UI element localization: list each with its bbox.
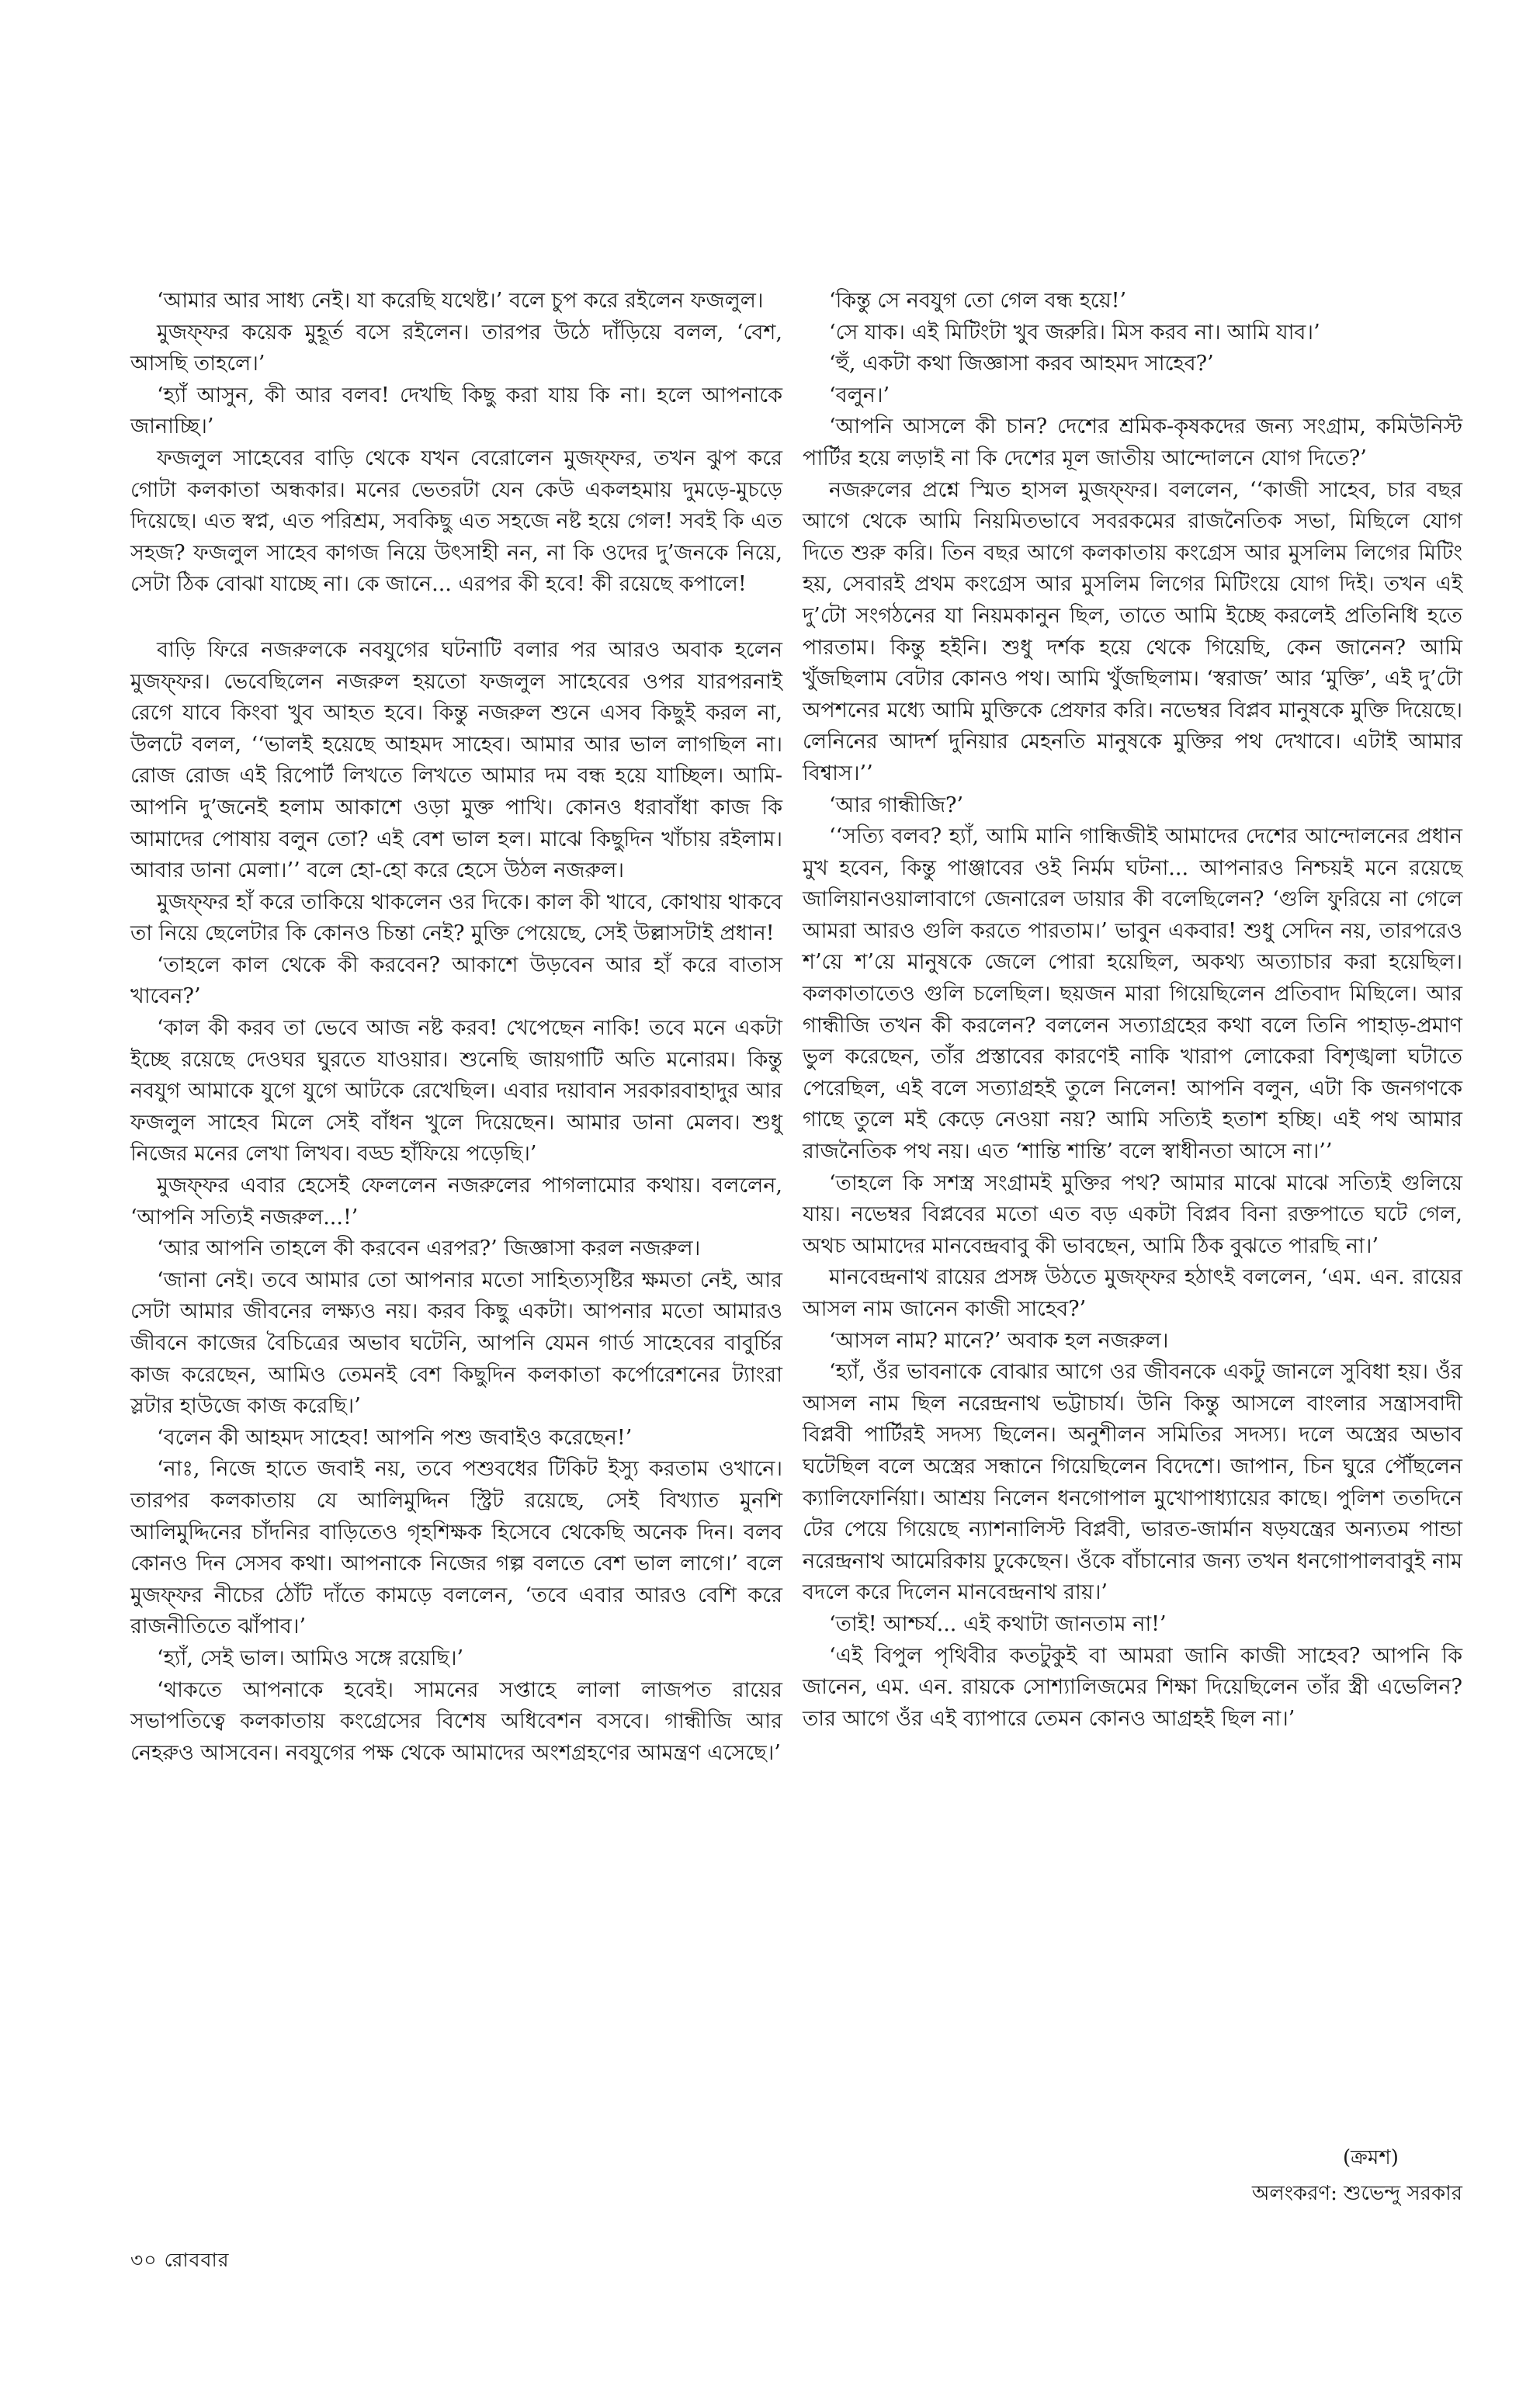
paragraph: ‘আর গান্ধীজি?’ — [829, 792, 964, 817]
paragraph-section-start: বাড়ি ফিরে নজরুলকে নবযুগের ঘটনাটি বলার পর আরও অবাক হলেন মুজফ্ফর। ভেবেছিলেন নজরুল হয়তো ফজলুল সাহেবের ওপর যারপরনাই রেগে যাবে কিংবা খুব আহত হবে। কিন্তু নজরুল শুনে এসব কিছুই করল না, উলটে বলল, ‘‘ভালই হয়েছে আহমদ সাহেব। আমার আর ভাল লাগছিল না। রোজ রোজ এই রিপোর্ট লিখতে লিখতে আমার দম বন্ধ হয়ে যাচ্ছিল। আমি-আপনি দু’জনেই হলাম আকাশে ওড়া মুক্ত পাখি। কোনও ধরাবাঁধা কাজ কি আমাদের পোষায় বলুন তো? এই বেশ ভাল হল। মাঝে কিছুদিন খাঁচায় রইলাম। আবার ডানা মেলা।’’ বলে হো-হো করে হেসে উঠল নজরুল। — [130, 637, 782, 883]
paragraph: ‘নাঃ, নিজে হাতে জবাই নয়, তবে পশুবধের টিকিট ইস্যু করতাম ওখানে। তারপর কলকাতায় যে আলিমুদ্দিন স্ট্রিট রয়েছে, সেই বিখ্যাত মুনশি আলিমুদ্দিনের চাঁদনির বাড়িতেও গৃহশিক্ষক হিসেবে থেকেছি অনেক দিন। বলব কোনও দিন সেসব কথা। আপনাকে নিজের গল্প বলতে বেশ ভাল লাগে।’ বলে মুজফ্ফর নীচের ঠোঁট দাঁতে কামড়ে বললেন, ‘তবে এবার আরও বেশি করে রাজনীতিতে ঝাঁপাব।’ — [130, 1457, 782, 1639]
paragraph: ‘তাহলে কাল থেকে কী করবেন? আকাশে উড়বেন আর হাঁ করে বাতাস খাবেন?’ — [130, 952, 782, 1009]
paragraph: ‘থাকতে আপনাকে হবেই। সামনের সপ্তাহে লালা লাজপত রায়ের সভাপতিত্বে কলকাতায় কংগ্রেসের বিশেষ অধিবেশন বসবে। গান্ধীজি আর নেহরুও আসবেন। নবযুগের পক্ষ থেকে আমাদের অংশগ্রহণের আমন্ত্রণ এসেছে।’ — [130, 1677, 782, 1765]
paragraph: ‘হ্যাঁ, ওঁর ভাবনাকে বোঝার আগে ওর জীবনকে একটু জানলে সুবিধা হয়। ওঁর আসল নাম ছিল নরেন্দ্রনাথ ভট্টাচার্য। উনি কিন্তু আসলে বাংলার সন্ত্রাসবাদী বিপ্লবী পার্টিরই সদস্য ছিলেন। অনুশীলন সমিতির সদস্য। দলে অস্ত্রের অভাব ঘটেছিল বলে অস্ত্রের সন্ধানে গিয়েছিলেন বিদেশে। জাপান, চিন ঘুরে পৌঁছলেন ক্যালিফোর্নিয়া। আশ্রয় নিলেন ধনগোপাল মুখোপাধ্যায়ের কাছে। পুলিশ ততদিনে টের পেয়ে গিয়েছে ন্যাশনালিস্ট বিপ্লবী, ভারত-জার্মান ষড়যন্ত্রের অন্যতম পান্ডা নরেন্দ্রনাথ আমেরিকায় ঢুকেছেন। ওঁকে বাঁচানোর জন্য তখন ধনগোপালবাবুই নাম বদলে করে দিলেন মানবেন্দ্রনাথ রায়।’ — [803, 1360, 1462, 1605]
article-column-left — [130, 286, 782, 1769]
paragraph: মুজফ্ফর এবার হেসেই ফেললেন নজরুলের পাগলামোর কথায়। বললেন, ‘আপনি সত্যিই নজরুল...!’ — [130, 1174, 782, 1229]
page-number: ৩০ — [130, 2249, 158, 2271]
page-folio — [130, 2247, 229, 2273]
paragraph: ‘কাল কী করব তা ভেবে আজ নষ্ট করব! খেপেছেন নাকি! তবে মনে একটা ইচ্ছে রয়েছে দেওঘর ঘুরতে যাওয়ার। শুনেছি জায়গাটি অতি মনোরম। কিন্তু নবযুগ আমাকে যুগে যুগে আটকে রেখেছিল। এবার দয়াবান সরকারবাহাদুর আর ফজলুল সাহেব মিলে সেই বাঁধন খুলে দিয়েছেন। আমার ডানা মেলব। শুধু নিজের মনের লেখা লিখব। বড্ড হাঁফিয়ে পড়েছি।’ — [130, 1016, 782, 1167]
paragraph: ‘আপনি আসলে কী চান? দেশের শ্রমিক-কৃষকদের জন্য সংগ্রাম, কমিউনিস্ট পার্টির হয়ে লড়াই না কি দেশের মূল জাতীয় আন্দোলনে যোগ দিতে?’ — [803, 414, 1462, 470]
paragraph: ‘আর আপনি তাহলে কী করবেন এরপর?’ জিজ্ঞাসা করল নজরুল। — [157, 1236, 701, 1261]
paragraph: ‘তাই! আশ্চর্য... এই কথাটা জানতাম না!’ — [829, 1611, 1167, 1636]
paragraph: মুজফ্ফর কয়েক মুহূর্ত বসে রইলেন। তারপর উঠে দাঁড়িয়ে বলল, ‘বেশ, আসছি তাহলে।’ — [130, 320, 782, 376]
paragraph: ‘আসল নাম? মানে?’ অবাক হল নজরুল। — [829, 1328, 1169, 1353]
paragraph: নজরুলের প্রশ্নে স্মিত হাসল মুজফ্ফর। বললেন, ‘‘কাজী সাহেব, চার বছর আগে থেকে আমি নিয়মিতভাবে সবরকমের রাজনৈতিক সভা, মিছিলে যোগ দিতে শুরু করি। তিন বছর আগে কলকাতায় কংগ্রেস আর মুসলিম লিগের মিটিং হয়, সেবারই প্রথম কংগ্রেস আর মুসলিম লিগের মিটিংয়ে যোগ দিই। তখন এই দু’টো সংগঠনের যা নিয়মকানুন ছিল, তাতে আমি ইচ্ছে করলেই প্রতিনিধি হতে পারতাম। কিন্তু হইনি। শুধু দর্শক হয়ে থেকে গিয়েছি, কেন জানেন? আমি খুঁজছিলাম বেটার কোনও পথ। আমি খুঁজছিলাম। ‘স্বরাজ’ আর ‘মুক্তি’, এই দু’টো অপশনের মধ্যে আমি মুক্তিকে প্রেফার করি। নভেম্বর বিপ্লব মানুষকে মুক্তি দিয়েছে। লেনিনের আদর্শ দুনিয়ার মেহনতি মানুষকে মুক্তির পথ দেখাবে। এটাই আমার বিশ্বাস।’’ — [803, 477, 1462, 786]
paragraph: ‘আমার আর সাধ্য নেই। যা করেছি যথেষ্ট।’ বলে চুপ করে রইলেন ফজলুল। — [157, 289, 764, 313]
paragraph: ‘হ্যাঁ আসুন, কী আর বলব! দেখছি কিছু করা যায় কি না। হলে আপনাকে জানাচ্ছি।’ — [130, 383, 782, 439]
to-be-continued-label: (ক্রমশ) — [1343, 2146, 1399, 2169]
paragraph: ‘হুঁ, একটা কথা জিজ্ঞাসা করব আহমদ সাহেব?’ — [829, 352, 1214, 376]
paragraph: ‘জানা নেই। তবে আমার তো আপনার মতো সাহিত্যসৃষ্টির ক্ষমতা নেই, আর সেটা আমার জীবনের লক্ষ্যও নয়। করব কিছু একটা। আপনার মতো আমারও জীবনে কাজের বৈচিত্রের অভাব ঘটেনি, আপনি যেমন গার্ড সাহেবের বাবুর্চির কাজ করেছেন, আমিও তেমনই বেশ কিছুদিন কলকাতা কর্পোরেশনের ট্যাংরা স্লটার হাউজে কাজ করেছি।’ — [130, 1268, 782, 1419]
paragraph: ‘তাহলে কি সশস্ত্র সংগ্রামই মুক্তির পথ? আমার মাঝে মাঝে সত্যিই গুলিয়ে যায়। নভেম্বর বিপ্লবের মতো এত বড় একটা বিপ্লব বিনা রক্তপাতে ঘটে গেল, অথচ আমাদের মানবেন্দ্রবাবু কী ভাবছেন, আমি ঠিক বুঝতে পারছি না।’ — [803, 1170, 1462, 1258]
paragraph: ‘এই বিপুল পৃথিবীর কতটুকুই বা আমরা জানি কাজী সাহেব? আপনি কি জানেন, এম. এন. রায়কে সোশ্যালিজমের শিক্ষা দিয়েছিলেন তাঁর স্ত্রী এভেলিন? তার আগে ওঁর এই ব্যাপারে তেমন কোনও আগ্রহই ছিল না।’ — [803, 1643, 1462, 1731]
paragraph: মুজফ্ফর হাঁ করে তাকিয়ে থাকলেন ওর দিকে। কাল কী খাবে, কোথায় থাকবে তা নিয়ে ছেলেটার কি কোনও চিন্তা নেই? মুক্তি পেয়েছে, সেই উল্লাসটাই প্রধান! — [130, 890, 782, 946]
paragraph: ‘বলুন।’ — [829, 383, 890, 408]
paragraph: মানবেন্দ্রনাথ রায়ের প্রসঙ্গ উঠতে মুজফ্ফর হঠাৎই বললেন, ‘এম. এন. রায়ের আসল নাম জানেন কাজী সাহেব?’ — [803, 1265, 1462, 1321]
paragraph: ‘সে যাক। এই মিটিংটা খুব জরুরি। মিস করব না। আমি যাব।’ — [829, 320, 1320, 345]
paragraph: ‘‘সত্যি বলব? হ্যাঁ, আমি মানি গান্ধিজীই আমাদের দেশের আন্দোলনের প্রধান মুখ হবেন, কিন্তু পাঞ্জাবের ওই নির্মম ঘটনা... আপনারও নিশ্চয়ই মনে রয়েছে জালিয়ানওয়ালাবাগে জেনারেল ডায়ার কী বলেছিলেন? ‘গুলি ফুরিয়ে না গেলে আমরা আরও গুলি করতে পারতাম।’ ভাবুন একবার! শুধু সেদিন নয়, তারপরেও শ’য়ে শ’য়ে মানুষকে জেলে পোরা হয়েছিল, অকথ্য অত্যাচার করা হয়েছিল। কলকাতাতেও গুলি চলেছিল। ছয়জন মারা গিয়েছিলেন প্রতিবাদ মিছিলে। আর গান্ধীজি তখন কী করলেন? বললেন সত্যাগ্রহের কথা বলে তিনি পাহাড়-প্রমাণ ভুল করেছেন, তাঁর প্রস্তাবের কারণেই নাকি খারাপ লোকেরা বিশৃঙ্খলা ঘটাতে পেরেছিল, এই বলে সত্যাগ্রহই তুলে নিলেন! আপনি বলুন, এটা কি জনগণকে গাছে তুলে মই কেড়ে নেওয়া নয়? আমি সত্যিই হতাশ হচ্ছি। এই পথ আমার রাজনৈতিক পথ নয়। এত ‘শান্তি শান্তি’ বলে স্বাধীনতা আসে না।’’ — [803, 824, 1462, 1164]
publication-name: রোববার — [164, 2249, 230, 2271]
paragraph: ‘কিন্তু সে নবযুগ তো গেল বন্ধ হয়ে!’ — [829, 289, 1127, 313]
article-column-right — [803, 286, 1462, 1735]
paragraph: ‘হ্যাঁ, সেই ভাল। আমিও সঙ্গে রয়েছি।’ — [157, 1646, 464, 1670]
paragraph: ‘বলেন কী আহমদ সাহেব! আপনি পশু জবাইও করেছেন!’ — [157, 1425, 633, 1450]
illustration-credit: অলংকরণ: শুভেন্দু সরকার — [1251, 2182, 1462, 2205]
paragraph: ফজলুল সাহেবের বাড়ি থেকে যখন বেরোলেন মুজফ্ফর, তখন ঝুপ করে গোটা কলকাতা অন্ধকার। মনের ভেতরটা যেন কেউ একলহমায় দুমড়ে-মুচড়ে দিয়েছে। এত স্বপ্ন, এত পরিশ্রম, সবকিছু এত সহজে নষ্ট হয়ে গেল! সবই কি এত সহজ? ফজলুল সাহেব কাগজ নিয়ে উৎসাহী নন, না কি ওদের দু’জনকে নিয়ে, সেটা ঠিক বোঝা যাচ্ছে না। কে জানে... এরপর কী হবে! কী রয়েছে কপালে! — [130, 446, 782, 597]
